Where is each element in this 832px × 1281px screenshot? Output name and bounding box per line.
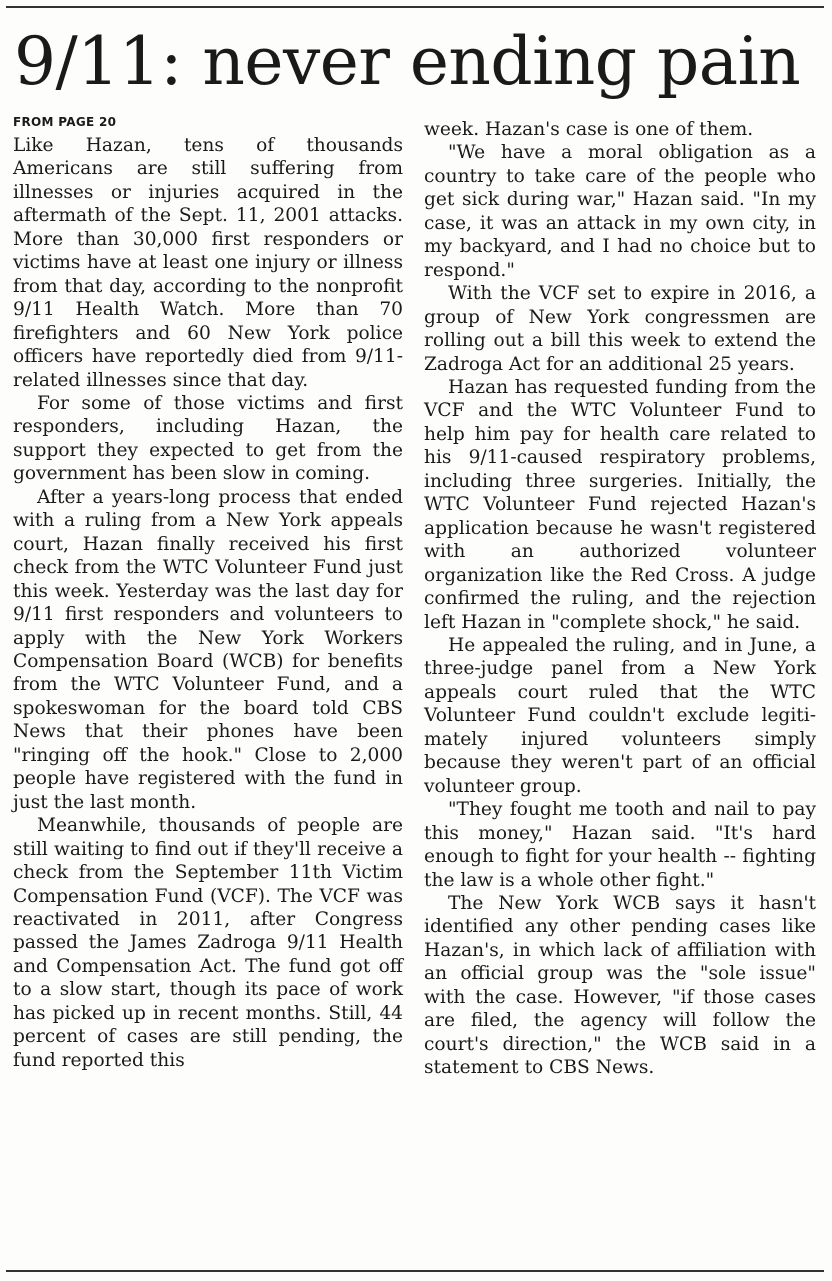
paragraph-continuation: week. Hazan's case is one of them.	[424, 119, 754, 140]
paragraph: After a years-long process that ended with a ruling from a New York appeals court, Hazan finally received his first check from the WTC Volunteer Fund just this week. Yesterday was the last day for 9/11 first responders and volunteers to apply with the New York Workers Compensation Board (WCB) for benefits from the WTC Volunteer Fund, and a spokeswoman for the board told CBS News that their phones have been "ringing off the hook." Close to 2,000 people have registered with the fund in just the last month.	[13, 486, 403, 813]
paragraph: Meanwhile, thousands of people are still waiting to find out if they'll receive a check from the September 11th Victim Compensation Fund (VCF). The VCF was reactivated in 2011, after Congress passed the James Zadroga 9/11 Health and Compensation Act. The fund got off to a slow start, though its pace of work has picked up in recent months. Still, 44 percent of cases are still pending, the fund reported this	[13, 815, 403, 1071]
paragraph: Like Hazan, tens of thousands Americans are still suffering from illnesses or injuries acquired in the aftermath of the Sept. 11, 2001 attacks. More than 30,000 first responders or victims have at least one injury or illness from that day, according to the nonprofit 9/11 Health Watch. More than 70 firefighters and 60 New York police officers have reportedly died from 9/11-related illnesses since that day.	[13, 135, 403, 391]
paragraph: Hazan has requested funding from the VCF and the WTC Volunteer Fund to help him pay for health care related to his 9/11-caused respiratory problems, including three surgeries. Initially, the WTC Volunteer Fund rejected Hazan's application because he wasn't registered with an authorized volunteer organization like the Red Cross. A judge confirmed the ruling, and the rejection left Hazan in "complete shock," he said.	[424, 376, 816, 633]
paragraph: "They fought me tooth and nail to pay this money," Hazan said. "It's hard enough to fight for your health -- fighting the law is a whole other fight."	[424, 799, 816, 891]
headline: 9/11: never ending pain	[14, 23, 801, 100]
paragraph: The New York WCB says it hasn't identified any other pending cases like Hazan's, in which lack of affiliation with an official group was the "sole issue" with the case. However, "if those cases are filed, the agency will follow the court's direction," the WCB said in a statement to CBS News.	[424, 892, 816, 1079]
paragraph: With the VCF set to expire in 2016, a group of New York congressmen are rolling out a bill this week to extend the Zadroga Act for an additional 25 years.	[424, 283, 816, 375]
column-right	[424, 118, 816, 1080]
paragraph: "We have a moral obligation as a country to take care of the people who get sick during war," Hazan said. "In my case, it was an attack in my own city, in my backyard, and I had no choice but to respond."	[424, 142, 816, 281]
paragraph: He appealed the ruling, and in June, a three-judge panel from a New York appeals court ruled that the WTC Volunteer Fund couldn't exclude legitimately injured volunteers simply because they weren't part of an official volunteer group.	[424, 634, 816, 797]
paragraph: For some of those victims and first responders, including Hazan, the support they expected to get from the government has been slow in coming.	[13, 392, 403, 485]
column-gutter	[412, 118, 413, 1258]
column-left	[13, 114, 403, 1072]
jump-line: FROM PAGE 20	[13, 115, 117, 129]
